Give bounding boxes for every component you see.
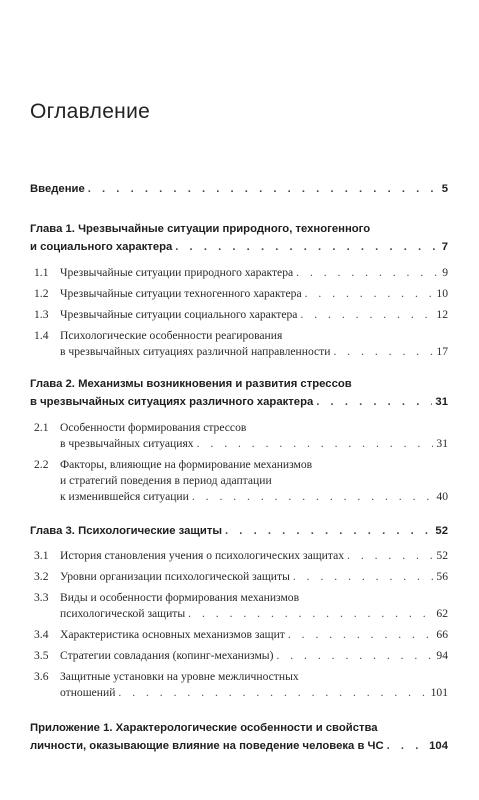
chapter-3-page: 52 — [435, 525, 448, 537]
toc-section-2-2[interactable] — [30, 457, 448, 505]
section-number: 1.2 — [34, 287, 49, 300]
section-title: Факторы, влияющие на формирование механизмов — [60, 458, 313, 471]
toc-section-1-3[interactable] — [30, 307, 448, 323]
leader-dots — [347, 548, 433, 564]
section-number: 1.3 — [34, 308, 49, 321]
section-number: 3.2 — [34, 570, 49, 583]
section-page: 9 — [442, 266, 448, 279]
toc-intro-label: Введение — [30, 183, 85, 195]
section-page: 31 — [436, 437, 448, 450]
leader-dots — [118, 685, 427, 701]
section-page: 12 — [436, 308, 448, 321]
chapter-2-page: 31 — [435, 396, 448, 408]
chapter-1-page: 7 — [441, 241, 448, 253]
toc-section-3-6[interactable] — [30, 669, 448, 701]
section-number: 3.6 — [34, 670, 49, 683]
section-title-cont: отношений — [60, 686, 116, 699]
section-title: Психологические особенности реагирования — [60, 329, 283, 342]
section-title-cont: в чрезвычайных ситуациях — [60, 437, 194, 450]
toc-chapter-1[interactable] — [30, 220, 448, 256]
section-page: 52 — [436, 549, 448, 562]
section-title-cont: к изменившейся ситуации — [60, 490, 189, 503]
section-title: Чрезвычайные ситуации социального характера — [60, 308, 298, 321]
section-number: 1.1 — [34, 266, 49, 279]
toc-intro[interactable] — [30, 180, 448, 198]
section-title: Защитные установки на уровне межличностных — [60, 670, 299, 683]
toc-intro-page: 5 — [441, 183, 448, 195]
leader-dots — [387, 737, 426, 755]
leader-dots — [276, 648, 433, 664]
section-title: Чрезвычайные ситуации техногенного характера — [60, 287, 302, 300]
section-title-cont: психологической защиты — [60, 607, 186, 620]
section-title-cont: в чрезвычайных ситуациях различной направленности — [60, 345, 331, 358]
section-page: 40 — [436, 490, 448, 503]
toc-section-2-1[interactable] — [30, 420, 448, 452]
toc-section-1-2[interactable] — [30, 286, 448, 302]
appendix-page: 104 — [429, 740, 448, 752]
section-page: 62 — [436, 607, 448, 620]
leader-dots — [316, 393, 432, 411]
chapter-1-title-line2: и социального характера — [30, 241, 173, 253]
section-number: 2.2 — [34, 458, 49, 471]
toc-section-3-4[interactable] — [30, 627, 448, 643]
toc-section-3-1[interactable] — [30, 548, 448, 564]
leader-dots — [197, 436, 434, 452]
appendix-title-line1: Приложение 1. Характерологические особенности и свойства — [30, 722, 378, 734]
chapter-3-title: Глава 3. Психологические защиты — [30, 525, 223, 537]
section-number: 3.4 — [34, 628, 49, 641]
leader-dots — [296, 265, 439, 281]
section-title: Уровни организации психологической защиты — [60, 570, 290, 583]
section-number: 3.5 — [34, 649, 49, 662]
section-title-cont: и стратегий поведения в период адаптации — [60, 474, 272, 487]
section-page: 66 — [436, 628, 448, 641]
section-page: 56 — [436, 570, 448, 583]
section-title: Особенности формирования стрессов — [60, 421, 247, 434]
leader-dots — [333, 344, 433, 360]
toc-appendix-1[interactable] — [30, 719, 448, 755]
toc-section-1-4[interactable] — [30, 328, 448, 360]
toc-section-3-2[interactable] — [30, 569, 448, 585]
leader-dots — [305, 286, 434, 302]
toc-chapter-3[interactable] — [30, 522, 448, 540]
toc-section-1-1[interactable] — [30, 265, 448, 281]
section-page: 10 — [436, 287, 448, 300]
leader-dots — [88, 180, 439, 198]
section-number: 1.4 — [34, 329, 49, 342]
section-title: Характеристика основных механизмов защит — [60, 628, 285, 641]
section-number: 3.1 — [34, 549, 49, 562]
section-title: Чрезвычайные ситуации природного характера — [60, 266, 294, 279]
toc-section-3-5[interactable] — [30, 648, 448, 664]
section-title: История становления учения о психологических защитах — [60, 549, 345, 562]
leader-dots — [300, 307, 433, 323]
section-page: 101 — [430, 686, 448, 699]
page-title: Оглавление — [30, 100, 151, 123]
section-page: 17 — [436, 345, 448, 358]
table-of-contents — [30, 180, 448, 755]
toc-chapter-2[interactable] — [30, 375, 448, 411]
leader-dots — [225, 522, 432, 540]
leader-dots — [293, 569, 434, 585]
chapter-2-title-line2: в чрезвычайных ситуациях различного характера — [30, 396, 314, 408]
toc-section-3-3[interactable] — [30, 590, 448, 622]
section-title: Стратегии совладания (копинг-механизмы) — [60, 649, 274, 662]
chapter-1-title-line1: Глава 1. Чрезвычайные ситуации природного, техногенного — [30, 223, 371, 235]
section-title: Виды и особенности формирования механизмов — [60, 591, 300, 604]
chapter-2-title-line1: Глава 2. Механизмы возникновения и развития стрессов — [30, 378, 352, 390]
section-page: 94 — [436, 649, 448, 662]
section-number: 3.3 — [34, 591, 49, 604]
leader-dots — [288, 627, 434, 643]
leader-dots — [175, 238, 438, 256]
leader-dots — [192, 489, 434, 505]
leader-dots — [188, 606, 433, 622]
appendix-title-line2: личности, оказывающие влияние на поведение человека в ЧС — [30, 740, 384, 752]
section-number: 2.1 — [34, 421, 49, 434]
